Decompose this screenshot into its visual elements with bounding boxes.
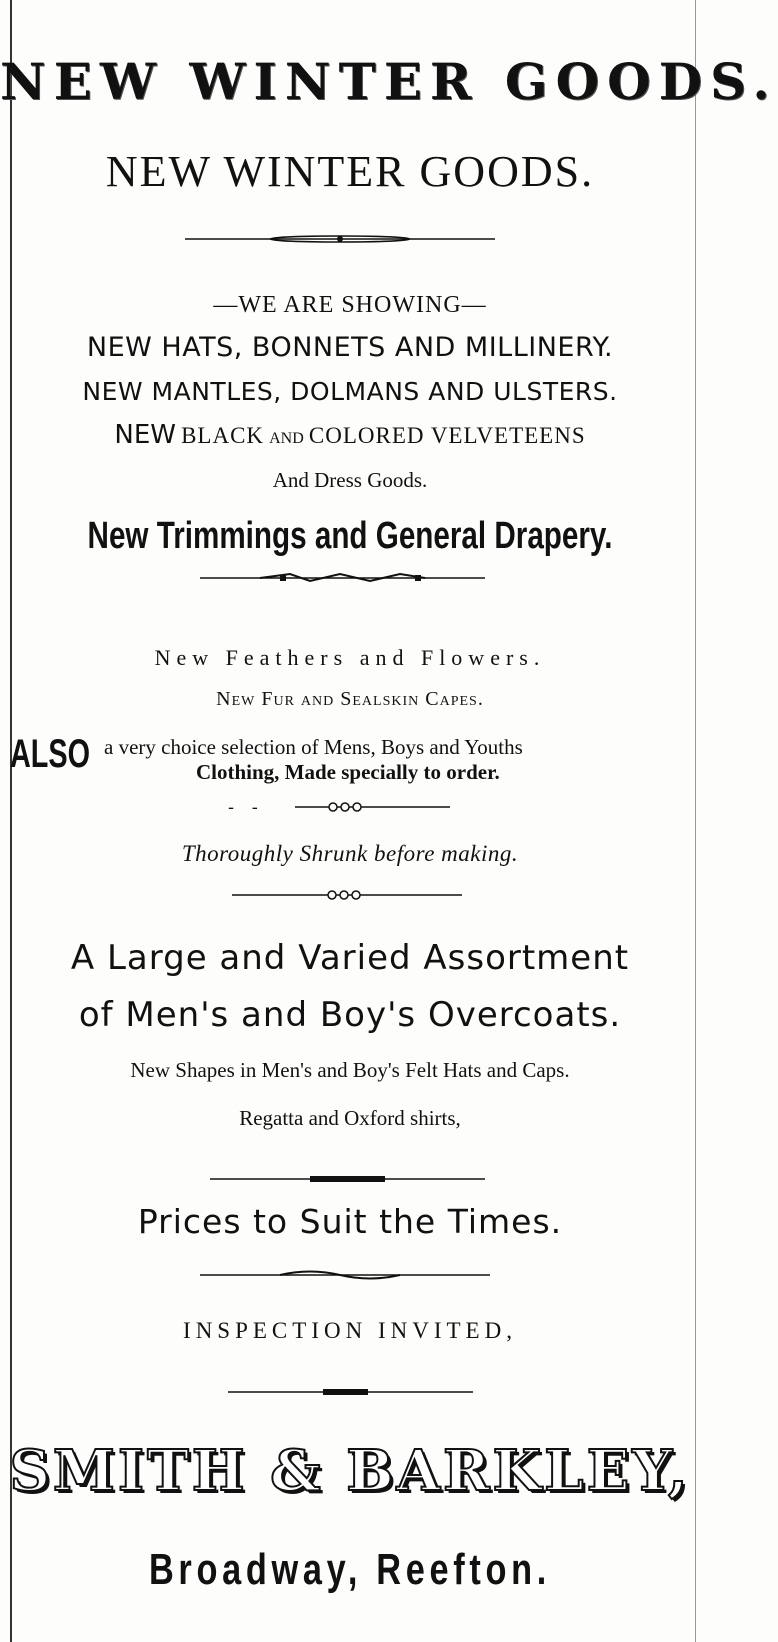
dash-marks: - - <box>228 797 264 818</box>
mantles-line: NEW MANTLES, DOLMANS AND ULSTERS. <box>82 377 618 406</box>
showing-heading: —WE ARE SHOWING— <box>213 292 487 318</box>
feathers-line: New Feathers and Flowers. <box>154 645 546 670</box>
shrunk-line: Thoroughly Shrunk before making. <box>181 841 519 866</box>
velveteens-line <box>0 420 700 450</box>
trimmings-line: New Trimmings and General Drapery. <box>87 515 613 557</box>
ornamental-rule-7 <box>228 1385 473 1399</box>
assortment-line: A Large and Varied Assortment <box>70 938 630 978</box>
firm-name: SMITH & BARKLEY, <box>9 1438 691 1504</box>
firm-address: Broadway, Reefton. <box>148 1545 552 1594</box>
headline: NEW WINTER GOODS. <box>105 147 595 196</box>
fur-capes-line: New Fur and Sealskin Capes. <box>216 688 484 710</box>
velveteens-and: AND <box>269 430 304 447</box>
felt-hats-line: New Shapes in Men's and Boy's Felt Hats and Caps. <box>130 1058 570 1082</box>
ornamental-rule-6 <box>200 1268 490 1282</box>
also-line-1: a very choice selection of Mens, Boys and Youths <box>104 735 523 759</box>
ornamental-rule-4 <box>232 888 462 902</box>
shirts-line: Regatta and Oxford shirts, <box>239 1106 461 1130</box>
velveteens-new: NEW <box>114 420 176 450</box>
also-word: ALSO <box>10 732 91 776</box>
headline-decorative: NEW WINTER GOODS. <box>0 52 778 111</box>
prices-line: Prices to Suit the Times. <box>137 1202 563 1241</box>
ornamental-rule-1 <box>185 232 495 246</box>
hats-line: NEW HATS, BONNETS AND MILLINERY. <box>86 332 614 363</box>
dress-goods-line: And Dress Goods. <box>272 468 428 492</box>
ornamental-rule-3 <box>295 800 450 814</box>
ornamental-rule-2 <box>200 571 485 585</box>
velveteens-colored: COLORED VELVETEENS <box>308 423 586 448</box>
also-line-2: Clothing, Made specially to order. <box>196 760 500 784</box>
inspection-line: INSPECTION INVITED, <box>183 1318 517 1343</box>
velveteens-black: BLACK <box>181 423 265 448</box>
ornamental-rule-5 <box>210 1172 485 1186</box>
overcoats-line: of Men's and Boy's Overcoats. <box>78 995 622 1035</box>
